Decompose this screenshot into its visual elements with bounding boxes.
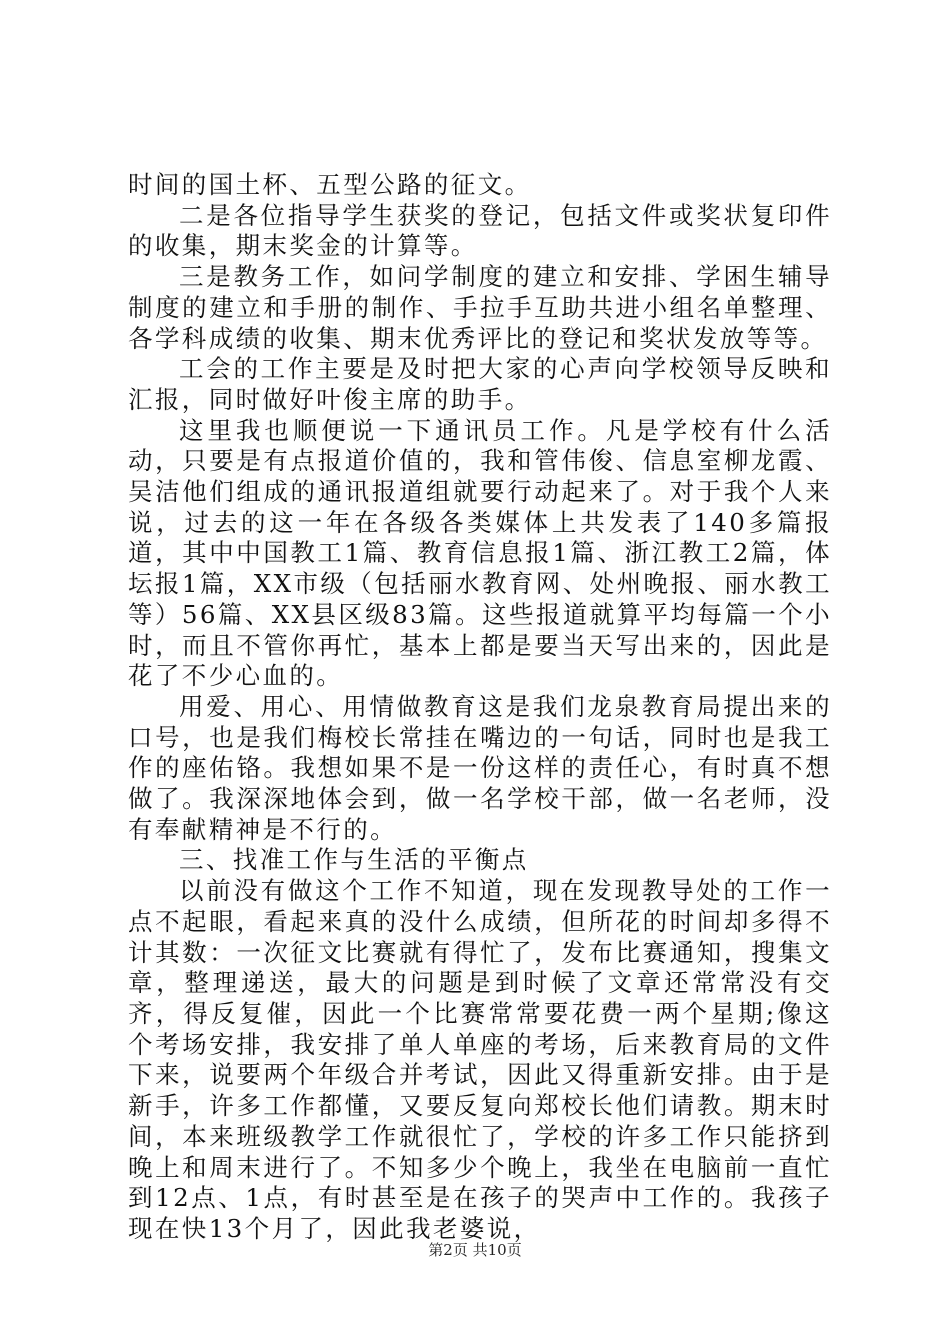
paragraph-6: 用爱、用心、用情做教育这是我们龙泉教育局提出来的口号，也是我们梅校长常挂在嘴边的一句话，同时也是我工作的座佑铬。我想如果不是一份这样的责任心，有时真不想做了。我深深地体会到，做一名学校干部，做一名老师，没有奉献精神是不行的。 — [128, 691, 832, 844]
page-number-footer: 第2页 共10页 — [428, 1241, 522, 1259]
paragraph-3: 三是教务工作，如问学制度的建立和安排、学困生辅导制度的建立和手册的制作、手拉手互助共进小组名单整理、各学科成绩的收集、期末优秀评比的登记和奖状发放等等。 — [128, 262, 832, 353]
paragraph-1: 时间的国土杯、五型公路的征文。 — [128, 170, 532, 199]
paragraph-7: 以前没有做这个工作不知道，现在发现教导处的工作一点不起眼，看起来真的没什么成绩，但所花的时间却多得不计其数：一次征文比赛就有得忙了，发布比赛通知，搜集文章，整理递送，最大的问题是到时候了文章还常常没有交齐，得反复催，因此一个比赛常常要花费一两个星期;像这个考场安排，我安排了单人单座的考场，后来教育局的文件下来，说要两个年级合并考试，因此又得重新安排。由于是新手，许多工作都懂，又要反复向郑校长他们请教。期末时间，本来班级教学工作就很忙了，学校的许多工作只能挤到晚上和周末进行了。不知多少个晚上，我坐在电脑前一直忙到12点、1点，有时甚至是在孩子的哭声中工作的。我孩子现在快13个月了，因此我老婆说， — [128, 876, 832, 1243]
paragraph-2: 二是各位指导学生获奖的登记，包括文件或奖状复印件的收集，期末奖金的计算等。 — [128, 200, 832, 261]
document-body — [128, 170, 832, 1245]
paragraph-5: 这里我也顺便说一下通讯员工作。凡是学校有什么活动，只要是有点报道价值的，我和管伟俊、信息室柳龙霞、吴洁他们组成的通讯报道组就要行动起来了。对于我个人来说，过去的这一年在各级各类媒体上共发表了140多篇报道，其中中国教工1篇、教育信息报1篇、浙江教工2篇，体坛报1篇，XX市级（包括丽水教育网、处州晚报、丽水教工等）56篇、XX县区级83篇。这些报道就算平均每篇一个小时，而且不管你再忙，基本上都是要当天写出来的，因此是花了不少心血的。 — [128, 415, 832, 691]
section-heading: 三、找准工作与生活的平衡点 — [179, 845, 529, 875]
paragraph-4: 工会的工作主要是及时把大家的心声向学校领导反映和汇报，同时做好叶俊主席的助手。 — [128, 354, 832, 414]
